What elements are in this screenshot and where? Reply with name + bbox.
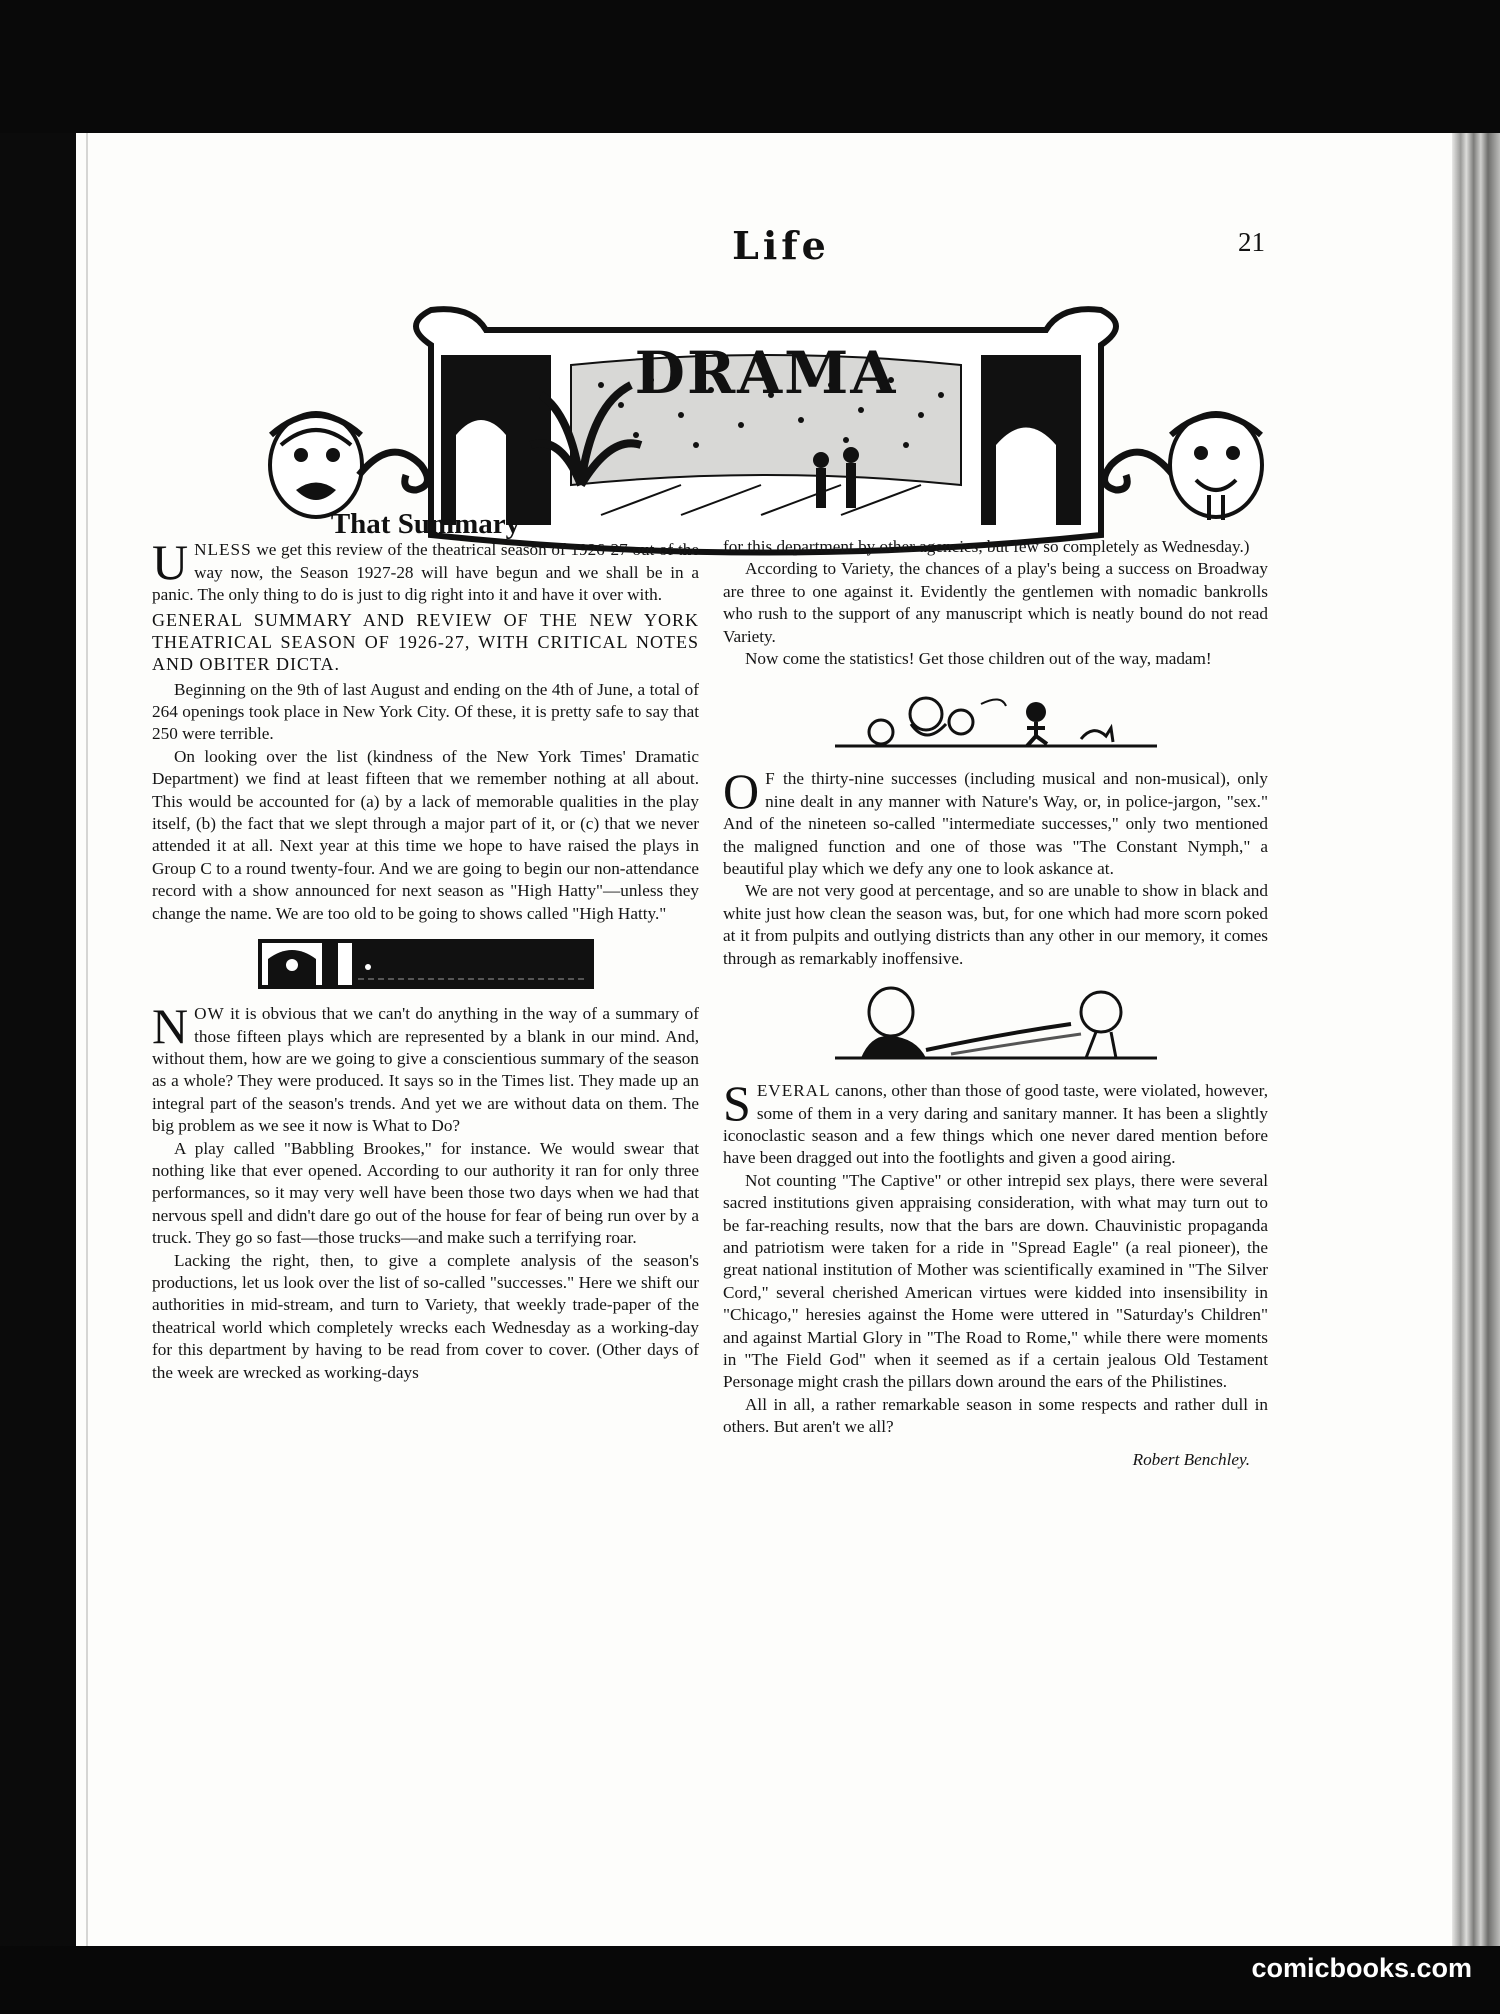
paragraph-variety-odds: According to Variety, the chances of a play's being a success on Broadway are three to one against it. Evidently the gentlemen with nomadic bankrolls who rush to the support of any manuscript which is neatly bound do not read Variety. <box>723 559 1268 646</box>
paragraph-thirty-nine-successes: O F the thirty-nine successes (including musical and non-musical), only nine dealt in any manner with Nature's Way, or, in police-jargon, "sex." And of the nineteen so-called "intermediate successes," only two mentioned the maligned function and one of those was "The Constant Nymph," a beautiful play which we defy any one to look askance at. <box>723 763 1268 879</box>
paragraph-all-in-all: All in all, a rather remarkable season in some respects and rather dull in others. But aren't we all? <box>723 1394 1268 1437</box>
left-tragedy-mask-icon <box>270 413 362 517</box>
page-stack-edge <box>1452 133 1500 1946</box>
right-scroll-ornament <box>1105 452 1173 490</box>
blank-stage-illustration <box>258 939 594 989</box>
drama-banner-title: DRAMA <box>634 339 898 407</box>
drop-cap-o: O <box>723 763 760 820</box>
drop-cap-n: N <box>152 998 189 1055</box>
paragraph-openings-count: Beginning on the 9th of last August and ending on the 4th of June, a total of 264 openings took place in New York City. Of these, it is pretty safe to say that 250 were terrible. <box>152 679 699 744</box>
paragraph-times-list: On looking over the list (kindness of the New York Times' Dramatic Department) we find at least fifteen that we remember nothing at all about. This would be accounted for (a) by a lack of memorable qualities in the play itself, (b) the fact that we slept through a major part of it, or (c) that we never attended it at all. Next year at this time we hope to have raised the plays in Group C to a round twenty-four. And we are going to begin our non-attendance record with a show announced for next season as "High Hatty"—unless they change the name. We are too old to be going to shows called "High Hatty." <box>152 746 699 923</box>
paragraph-continued: for this department by other agencies, but few so completely as Wednesday.) <box>723 537 1250 556</box>
paragraph-statistics: Now come the statistics! Get those children out of the way, madam! <box>745 649 1212 669</box>
drop-cap-s: S <box>723 1075 751 1132</box>
site-watermark: comicbooks.com <box>1251 1953 1472 1983</box>
left-text-column <box>152 508 699 1384</box>
page-number: 21 <box>1238 227 1265 257</box>
masthead-title: Life <box>732 223 830 268</box>
right-comedy-mask-icon <box>1170 413 1262 520</box>
paragraph-several-canons: SEVERAL canons, other than those of good taste, were violated, however, some of them in a very daring and sanitary manner. It has been a slightly iconoclastic season and a few things which one never dared mention before have been dragged out into the footlights and given a good airing. <box>723 1075 1268 1168</box>
magazine-page <box>76 133 1454 1946</box>
paragraph-babbling-brookes: A play called "Babbling Brookes," for instance. We would swear that nothing like that ever opened. According to our authority it ran for only three performances, so it may very well have been those two days when we had that nervous spell and didn't dare go out of the house for fear of being run over by a truck. They go so fast—those trucks—and make such a terrifying roar. <box>152 1138 699 1248</box>
drop-cap-u: U <box>152 534 189 591</box>
paragraph-opening: UNLESS we get this review of the theatrical season of 1926-27 out of the way now, the Season 1927-28 will have begun and we shall be in a panic. The only thing to do is just to dig right into it and have it over with. <box>152 534 699 605</box>
right-text-column <box>723 536 1268 1471</box>
paragraph-sacred-institutions: Not counting "The Captive" or other intrepid sex plays, there were several sacred institutions given appraising consideration, with what may turn out to be far-reaching results, now that the bars are down. Chauvinistic propaganda and patriotism were taken for a ride in "Spread Eagle" (a real pioneer), the great national institution of Mother was scientifically examined in "The Silver Cord," several cherished American virtues were kidded into insensibility in "Chicago," heresies against the Home were uttered in "Saturday's Children" and against Martial Glory in "The Road to Rome," while there were moments in "The Field God" when it seemed as if a certain jealous Old Testament Personage might crash the pillars down around the ears of the Philistines. <box>723 1170 1268 1392</box>
article-title: That Summary <box>330 508 521 540</box>
bishop-reclining-cartoon-illustration <box>831 984 1161 1066</box>
paragraph-percentage: We are not very good at percentage, and so are unable to show in black and white just how clean the season was, but, for one which had more scorn poked at it from pulpits and outlying districts than any other in our memory, it comes through as remarkably inoffensive. <box>723 881 1268 968</box>
summary-subheading: GENERAL SUMMARY AND REVIEW OF THE NEW YORK THEATRICAL SEASON OF 1926-27, WITH CRITICAL NOTES AND OBITER DICTA. <box>152 609 699 674</box>
gutter-shadow <box>86 133 88 1946</box>
paragraph-variety: Lacking the right, then, to give a complete analysis of the season's productions, let us look over the list of so-called "successes." Here we shift our authorities in mid-stream, and turn to Variety, that weekly trade-paper of the theatrical world which completely wrecks each Wednesday as a working-day for this department by having to be read from cover to cover. (Other days of the week are wrecked as working-days <box>152 1250 699 1382</box>
children-dog-cartoon-illustration <box>831 684 1161 754</box>
paragraph-now-obvious: NOW it is obvious that we can't do anything in the way of a summary of those fifteen plays which are represented by a blank in our mind. And, without them, how are we going to give a conscientious summary of the season as a whole? They were produced. It says so in the Times list. They made up an integral part of the season's trends. And yet we are without data on them. The big problem as we see it now is What to Do? <box>152 998 699 1136</box>
left-scroll-ornament <box>359 452 427 490</box>
scan-top-border <box>0 0 1500 133</box>
author-byline: Robert Benchley. <box>1132 1449 1250 1469</box>
